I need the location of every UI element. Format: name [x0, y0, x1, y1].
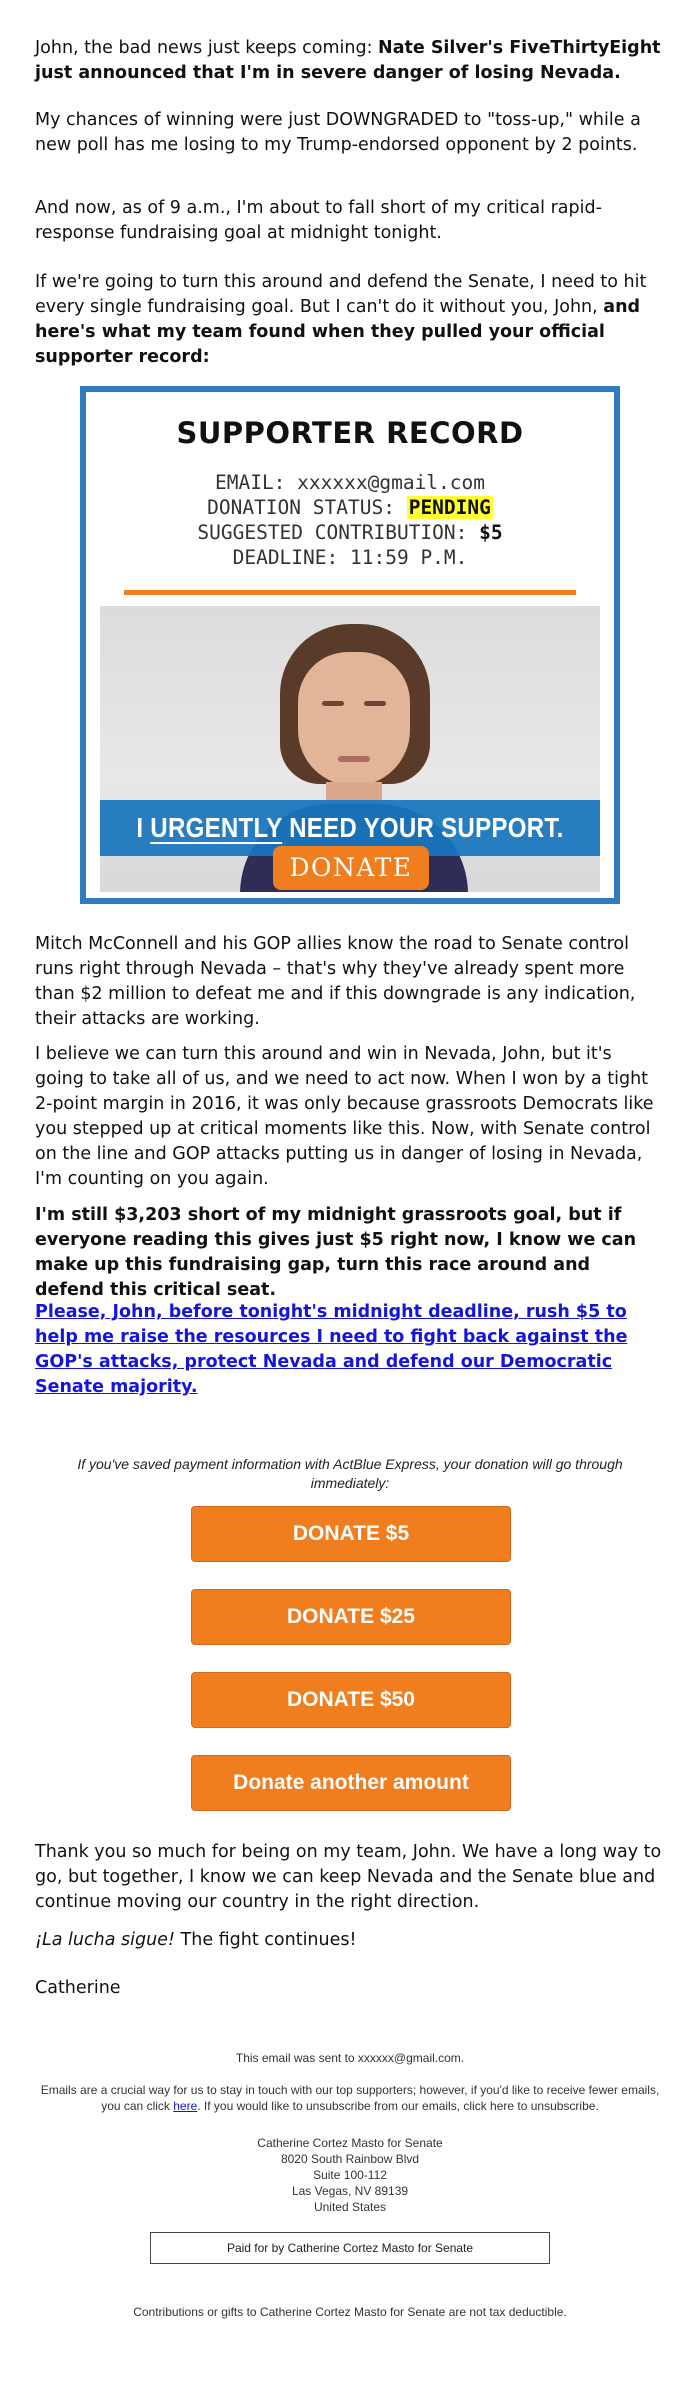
banner-text-underlined: URGENTLY: [150, 812, 283, 843]
image-donate-button[interactable]: DONATE: [273, 846, 429, 890]
record-status-line: [86, 495, 614, 520]
address-line-country: United States: [313, 2200, 387, 2214]
deadline-label: DEADLINE:: [232, 546, 350, 569]
closing-motto-paragraph: [35, 1928, 665, 1953]
motto-english: The fight continues!: [174, 1930, 357, 1950]
intro-p4-lead: If we're going to turn this around and defend the Senate, I need to hit every single fundraising goal. But I can't do it without you, John,: [35, 272, 647, 317]
candidate-eye-right: [364, 701, 386, 706]
footer-address: [40, 2135, 660, 2215]
address-line-org: Catherine Cortez Masto for Senate: [257, 2136, 443, 2150]
status-label: DONATION STATUS:: [207, 496, 407, 519]
record-email-line: [86, 470, 614, 495]
status-badge: PENDING: [408, 496, 491, 519]
record-contribution-line: [86, 520, 614, 545]
contribution-value: $5: [479, 521, 503, 544]
donate-5-button[interactable]: DONATE $5: [191, 1506, 511, 1562]
supporter-record-card[interactable]: [80, 386, 620, 904]
footer-sent-to: This email was sent to xxxxxx@gmail.com.: [235, 2051, 465, 2065]
intro-bold-text: Nate Silver's FiveThirtyEight just announced that I'm in severe danger of losing Nevada.: [35, 38, 661, 83]
donate-50-button[interactable]: DONATE $50: [191, 1672, 511, 1728]
signature: Catherine: [35, 1978, 121, 1998]
intro-paragraph-2: My chances of winning were just DOWNGRADED to "toss-up," while a new poll has me losing to my Trump-endorsed opponent by 2 points.: [35, 110, 641, 155]
intro-paragraph-1: [35, 36, 665, 86]
address-line-city: Las Vegas, NV 89139: [291, 2184, 409, 2198]
unsub-tail: . If you would like to unsubscribe from our emails, click here to unsubscribe.: [197, 2099, 599, 2113]
intro-paragraph-3: And now, as of 9 a.m., I'm about to fall short of my critical rapid-response fundraising goal at midnight tonight.: [35, 198, 602, 243]
actblue-express-note: If you've saved payment information with ActBlue Express, your donation will go through immediately:: [77, 1456, 623, 1491]
body-paragraph-goal: [35, 1203, 665, 1303]
record-deadline-line: [86, 545, 614, 570]
email-value: xxxxxx@gmail.com: [297, 471, 486, 494]
goal-bold-text: I'm still $3,203 short of my midnight grassroots goal, but if everyone reading this gives just $5 right now, I know we can make up this fundraising gap, turn this race around and defend this critical seat.: [35, 1205, 637, 1300]
fewer-emails-link[interactable]: here: [173, 2099, 198, 2113]
intro-p4-bold: and here's what my team found when they pulled your official supporter record:: [35, 297, 641, 367]
record-title: SUPPORTER RECORD: [176, 416, 524, 450]
unsub-lead: Emails are a crucial way for us to stay in touch with our top supporters; however, if you'd like to receive fewer emails, you can click: [40, 2083, 660, 2113]
intro-paragraph-4: [35, 270, 665, 370]
donate-other-amount-button[interactable]: Donate another amount: [191, 1755, 511, 1811]
contribution-label: SUGGESTED CONTRIBUTION:: [197, 521, 480, 544]
record-divider: [124, 590, 576, 595]
closing-thanks-paragraph: Thank you so much for being on my team, John. We have a long way to go, but together, I know we can keep Nevada and the Senate blue and continue moving our country in the right direction.: [35, 1842, 662, 1912]
footer-tax-note: Contributions or gifts to Catherine Cortez Masto for Senate are not tax deductible.: [133, 2305, 567, 2319]
banner-text-pre: I: [136, 812, 151, 843]
address-line-suite: Suite 100-112: [313, 2168, 387, 2182]
motto-spanish: ¡La lucha sigue!: [35, 1930, 175, 1950]
candidate-face: [298, 652, 410, 786]
paid-for-disclaimer: Paid for by Catherine Cortez Masto for Senate: [150, 2232, 550, 2264]
intro-lead-text: John, the bad news just keeps coming:: [35, 38, 379, 58]
footer-unsubscribe-text: [40, 2082, 660, 2114]
body-paragraph-win-nevada: I believe we can turn this around and win in Nevada, John, but it's going to take all of us, and we need to act now. When I won by a tight 2-point margin in 2016, it was only because grassroots Democrats like you stepped up at critical moments like this. Now, with Senate control on the line and GOP attacks putting us in danger of losing in Nevada, I'm counting on you again.: [35, 1044, 654, 1189]
donate-25-button[interactable]: DONATE $25: [191, 1589, 511, 1645]
address-line-street: 8020 South Rainbow Blvd: [280, 2152, 420, 2166]
banner-text-post: NEED YOUR SUPPORT.: [282, 812, 564, 843]
candidate-mouth: [338, 756, 370, 762]
candidate-eye-left: [322, 701, 344, 706]
body-paragraph-mcconnell: Mitch McConnell and his GOP allies know the road to Senate control runs right through Nevada – that's why they've already spent more than $2 million to defeat me and if this downgrade is any indication, their attacks are working.: [35, 934, 636, 1029]
candidate-photo-banner[interactable]: [100, 606, 600, 892]
deadline-value: 11:59 P.M.: [350, 546, 468, 569]
donate-five-link[interactable]: Please, John, before tonight's midnight deadline, rush $5 to help me raise the resources I need to fight back against the GOP's attacks, protect Nevada and defend our Democratic Senate majority.: [35, 1302, 628, 1397]
email-label: EMAIL:: [214, 471, 298, 494]
